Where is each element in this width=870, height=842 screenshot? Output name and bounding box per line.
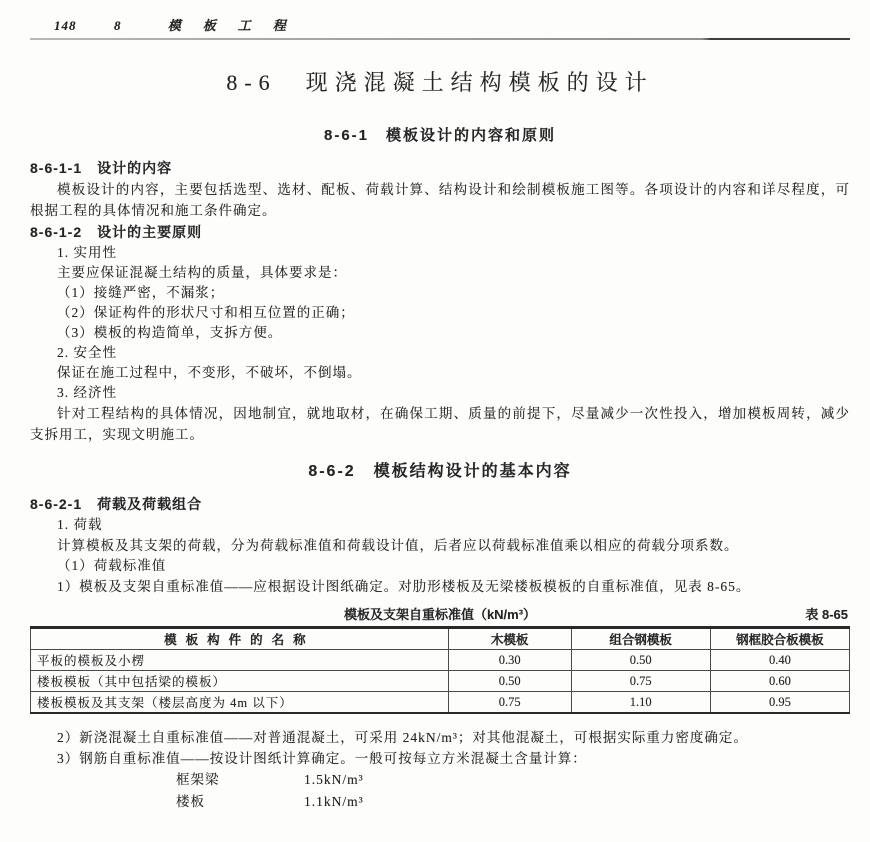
principle-item-safety: 2. 安全性 [57, 345, 117, 360]
paragraph-load: 计算模板及其支架的荷载，分为荷载标准值和荷载设计值，后者应以荷载标准值乘以相应的荷载分项系数。 [57, 538, 739, 553]
rebar-value-row [176, 791, 850, 813]
section-title-8-6: 8-6 现浇混凝土结构模板的设计 [226, 70, 654, 95]
rebar-member-value: 1.5kN/m³ [304, 772, 364, 787]
row-wood-value: 0.50 [448, 671, 571, 692]
row-plywood-value: 0.95 [710, 692, 849, 714]
rebar-member-value: 1.1kN/m³ [304, 794, 364, 809]
paragraph-design-content: 模板设计的内容，主要包括选型、选材、配板、荷载计算、结构设计和绘制模板施工图等。各项设计的内容和详尽程度，可根据工程的具体情况和施工条件确定。 [30, 182, 850, 218]
principle-requirement-2: （2）保证构件的形状尺寸和相互位置的正确； [57, 305, 355, 320]
row-name: 平板的模板及小楞 [31, 650, 449, 671]
running-head [30, 12, 850, 34]
principle-item-economy: 3. 经济性 [57, 385, 117, 400]
heading-8-6-2: 8-6-2 模板结构设计的基本内容 [308, 463, 572, 480]
col-header-steel-formwork: 组合钢模板 [571, 628, 710, 650]
formwork-weight-table [30, 626, 850, 714]
principle-quality-intro: 主要应保证混凝土结构的质量，具体要求是： [57, 265, 347, 280]
row-wood-value: 0.30 [448, 650, 571, 671]
principle-safety-text: 保证在施工过程中，不变形，不破坏，不倒塌。 [57, 365, 362, 380]
row-steel-value: 1.10 [571, 692, 710, 714]
col-header-plywood-formwork: 钢框胶合板模板 [710, 628, 849, 650]
table-caption: 模板及支架自重标准值（kN/m³） [343, 607, 537, 622]
table-header-row [31, 628, 850, 650]
col-header-wood-formwork: 木模板 [448, 628, 571, 650]
principle-requirement-1: （1）接缝严密，不漏浆； [57, 285, 225, 300]
page-number: 148 [54, 18, 77, 33]
rebar-value-row [176, 769, 850, 791]
row-wood-value: 0.75 [448, 692, 571, 714]
standard-value-heading: （1）荷载标准值 [57, 558, 167, 573]
col-header-member-name: 模板构件的名称 [31, 628, 449, 650]
paragraph-rebar-self-weight: 3）钢筋自重标准值——按设计图纸计算确定。一般可按每立方米混凝土含量计算： [57, 751, 587, 766]
principle-requirement-3: （3）模板的构造简单，支拆方便。 [57, 325, 283, 340]
paragraph-concrete-self-weight: 2）新浇混凝土自重标准值——对普通混凝土，可采用 24kN/m³；对其他混凝土，可根据实际重力密度确定。 [57, 730, 748, 745]
table-caption-row [30, 604, 850, 622]
row-steel-value: 0.75 [571, 671, 710, 692]
table-row [31, 692, 850, 714]
row-name: 楼板模板（其中包括梁的模板） [31, 671, 449, 692]
principle-item-practicality: 1. 实用性 [57, 245, 117, 260]
row-plywood-value: 0.60 [710, 671, 849, 692]
paragraph-economy: 针对工程结构的具体情况，因地制宜，就地取材，在确保工期、质量的前提下，尽量减少一次性投入，增加模板周转，减少支拆用工，实现文明施工。 [30, 406, 850, 442]
rebar-member-name: 楼板 [176, 794, 205, 809]
heading-8-6-1-2: 8-6-1-2 设计的主要原则 [30, 224, 203, 240]
row-plywood-value: 0.40 [710, 650, 849, 671]
paragraph-formwork-self-weight: 1）模板及支架自重标准值——应根据设计图纸确定。对肋形楼板及无梁楼板模板的自重标准值，见表 8-65。 [57, 579, 751, 594]
heading-8-6-2-1: 8-6-2-1 荷载及荷载组合 [30, 496, 203, 512]
heading-8-6-1-1: 8-6-1-1 设计的内容 [30, 160, 173, 176]
rebar-member-name: 框架梁 [176, 772, 220, 787]
row-steel-value: 0.50 [571, 650, 710, 671]
row-name: 楼板模板及其支架（楼层高度为 4m 以下） [31, 692, 449, 714]
load-item-heading: 1. 荷载 [57, 517, 103, 532]
chapter-title: 8 模板工程 [114, 18, 308, 33]
heading-8-6-1: 8-6-1 模板设计的内容和原则 [323, 127, 557, 144]
table-number-label: 表 8-65 [805, 607, 848, 622]
table-row [31, 671, 850, 692]
table-row [31, 650, 850, 671]
header-rule [30, 38, 850, 40]
